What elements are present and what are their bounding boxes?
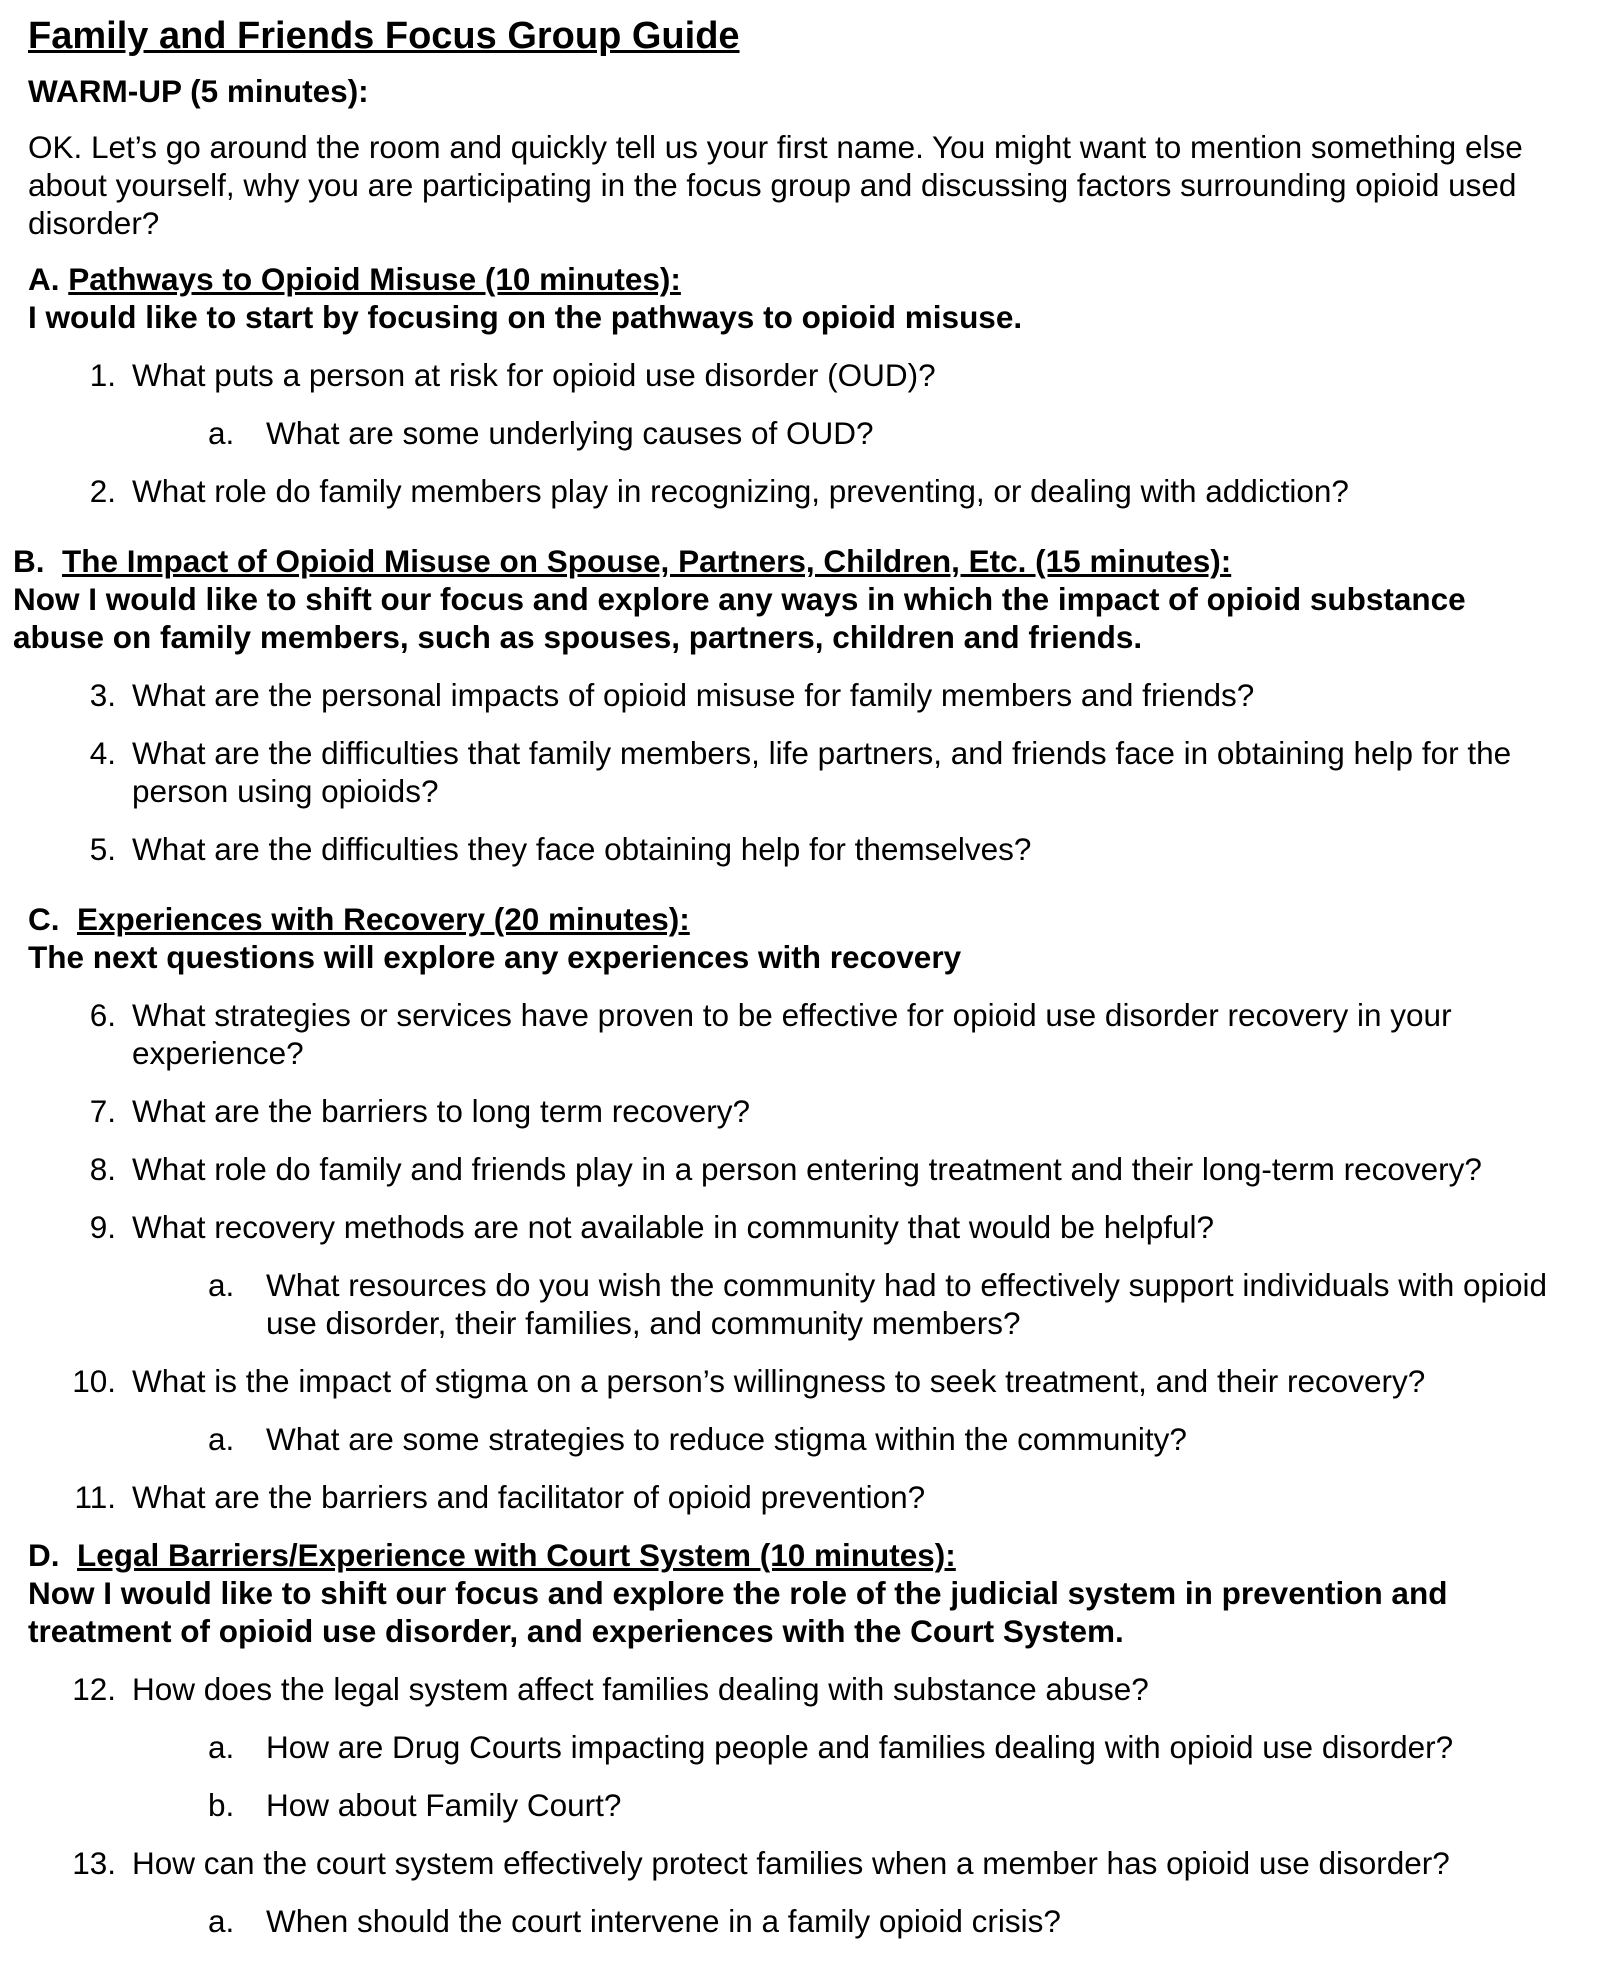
question-text: What role do family members play in recognizing, preventing, or dealing with addiction? (132, 473, 1349, 509)
question-number: 2. (89, 473, 116, 509)
question-text: How does the legal system affect families dealing with substance abuse? (132, 1671, 1149, 1707)
section-a-letter: A. (28, 261, 60, 297)
question-text: What are the barriers and facilitator of opioid prevention? (132, 1479, 926, 1515)
section-a (28, 260, 1600, 510)
question-number: 3. (89, 677, 116, 713)
warmup-text: OK. Let’s go around the room and quickly tell us your first name. You might want to mention something else about yourself, why you are participating in the focus group and discussing factors surrounding opioid used disorder? (28, 129, 1523, 241)
question-text: What strategies or services have proven to be effective for opioid use disorder recovery in your experience? (132, 997, 1452, 1071)
question-6 (28, 996, 1600, 1072)
subquestion-text: What are some underlying causes of OUD? (266, 415, 874, 451)
question-text: What are the barriers to long term recovery? (132, 1093, 751, 1129)
question-number: 13. (72, 1845, 116, 1881)
subquestion-letter: a. (208, 1421, 235, 1457)
question-number: 11. (74, 1479, 116, 1515)
question-number: 6. (89, 997, 116, 1033)
question-text: What are the personal impacts of opioid misuse for family members and friends? (132, 677, 1255, 713)
section-b-letter: B. (13, 543, 45, 579)
subquestion-text: When should the court intervene in a family opioid crisis? (266, 1903, 1061, 1939)
question-number: 12. (72, 1671, 116, 1707)
question-number: 5. (89, 831, 116, 867)
subquestion-text: What are some strategies to reduce stigma within the community? (266, 1421, 1187, 1457)
subquestion-letter: a. (208, 1903, 235, 1939)
section-a-intro: I would like to start by focusing on the pathways to opioid misuse. (28, 299, 1023, 335)
subquestion-letter: b. (208, 1787, 235, 1823)
question-text: What recovery methods are not available in community that would be helpful? (132, 1209, 1215, 1245)
section-a-title: Pathways to Opioid Misuse (10 minutes): (68, 261, 681, 297)
section-c (28, 900, 1600, 1516)
subquestion-text: What resources do you wish the community had to effectively support individuals with opioid use disorder, their families, and community members? (266, 1267, 1548, 1341)
section-b-intro: Now I would like to shift our focus and explore any ways in which the impact of opioid substance abuse on family members, such as spouses, partners, children and friends. (13, 581, 1466, 655)
section-b-heading (13, 542, 1600, 580)
subquestion-text: How are Drug Courts impacting people and families dealing with opioid use disorder? (266, 1729, 1454, 1765)
question-text: What is the impact of stigma on a person’s willingness to seek treatment, and their recovery? (132, 1363, 1426, 1399)
question-number: 8. (89, 1151, 116, 1187)
question-number: 10. (72, 1363, 116, 1399)
section-a-heading (28, 260, 1600, 298)
question-1a (28, 414, 1600, 452)
subquestion-letter: a. (208, 415, 235, 451)
question-13 (28, 1844, 1600, 1882)
section-d-title: Legal Barriers/Experience with Court System (10 minutes): (77, 1537, 956, 1573)
question-13a (28, 1902, 1600, 1940)
question-7 (28, 1092, 1600, 1130)
question-number: 9. (89, 1209, 116, 1245)
question-text: What puts a person at risk for opioid use disorder (OUD)? (132, 357, 936, 393)
question-text: What are the difficulties that family members, life partners, and friends face in obtaining help for the person using opioids? (132, 735, 1512, 809)
question-text: What role do family and friends play in a person entering treatment and their long-term recovery? (132, 1151, 1482, 1187)
subquestion-text: How about Family Court? (266, 1787, 622, 1823)
question-12b (28, 1786, 1600, 1824)
question-text: What are the difficulties they face obtaining help for themselves? (132, 831, 1032, 867)
section-c-letter: C. (28, 901, 60, 937)
question-2 (28, 472, 1600, 510)
question-12 (28, 1670, 1600, 1708)
question-8 (28, 1150, 1600, 1188)
question-10 (28, 1362, 1600, 1400)
warmup-heading: WARM-UP (5 minutes): (28, 73, 369, 109)
section-c-heading (28, 900, 1600, 938)
question-12a (28, 1728, 1600, 1766)
subquestion-letter: a. (208, 1267, 235, 1303)
section-d-intro: Now I would like to shift our focus and explore the role of the judicial system in prevention and treatment of opioid use disorder, and experiences with the Court System. (28, 1575, 1448, 1649)
question-9a (28, 1266, 1600, 1342)
question-5 (28, 830, 1600, 868)
page-title: Family and Friends Focus Group Guide (28, 15, 740, 57)
section-d (28, 1536, 1600, 1940)
question-10a (28, 1420, 1600, 1458)
question-text: How can the court system effectively protect families when a member has opioid use disorder? (132, 1845, 1450, 1881)
question-9 (28, 1208, 1600, 1246)
section-b-title: The Impact of Opioid Misuse on Spouse, Partners, Children, Etc. (15 minutes): (62, 543, 1232, 579)
question-1 (28, 356, 1600, 394)
question-4 (28, 734, 1600, 810)
question-number: 1. (89, 357, 116, 393)
question-number: 4. (89, 735, 116, 771)
question-11 (28, 1478, 1600, 1516)
section-b (13, 542, 1600, 868)
subquestion-letter: a. (208, 1729, 235, 1765)
question-3 (28, 676, 1600, 714)
section-d-letter: D. (28, 1537, 60, 1573)
question-number: 7. (89, 1093, 116, 1129)
section-c-intro: The next questions will explore any experiences with recovery (28, 939, 962, 975)
section-c-title: Experiences with Recovery (20 minutes): (77, 901, 690, 937)
section-d-heading (28, 1536, 1600, 1574)
